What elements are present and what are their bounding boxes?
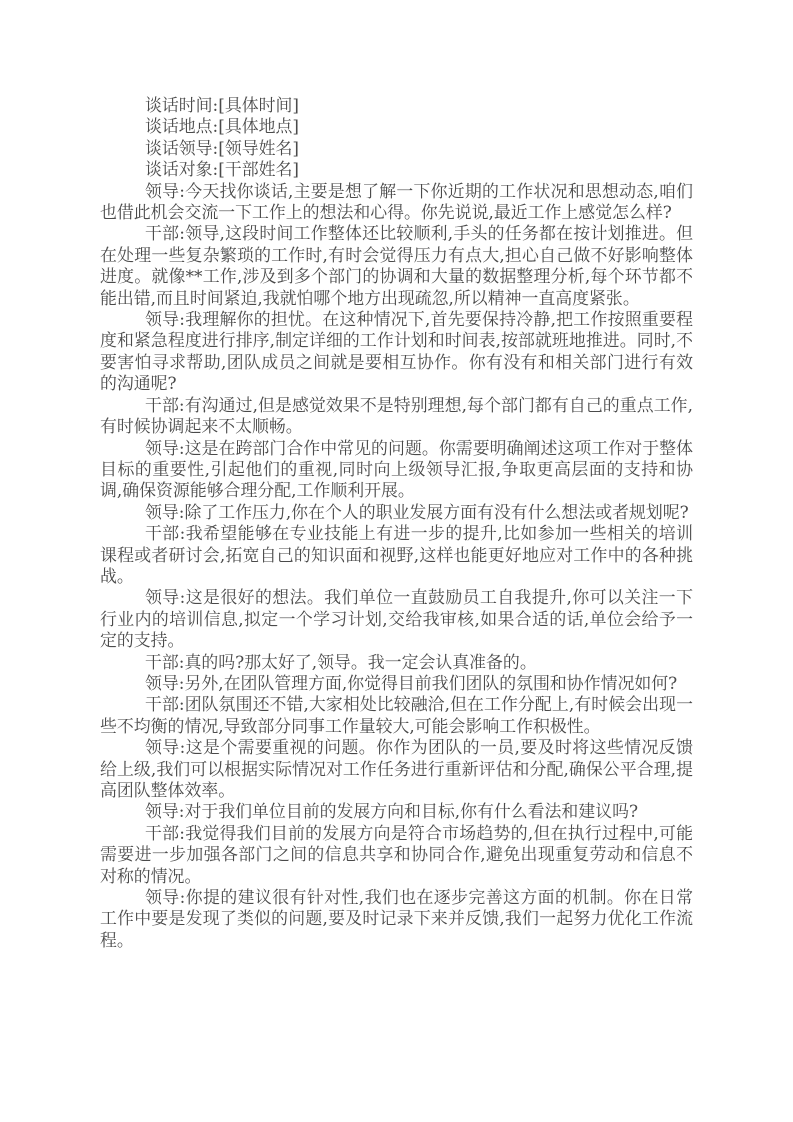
document-body bbox=[100, 95, 693, 951]
paragraph: 领导:这是在跨部门合作中常见的问题。你需要明确阐述这项工作对于整体目标的重要性,引起他们的重视,同时向上级领导汇报,争取更高层面的支持和协调,确保资源能够合理分配,工作顺利开展。 bbox=[100, 437, 693, 501]
paragraph: 谈话领导:[领导姓名] bbox=[145, 137, 299, 158]
paragraph: 领导:这是个需要重视的问题。你作为团队的一员,要及时将这些情况反馈给上级,我们可以根据实际情况对工作任务进行重新评估和分配,确保公平合理,提高团队整体效率。 bbox=[100, 737, 693, 800]
paragraph: 干部:我觉得我们目前的发展方向是符合市场趋势的,但在执行过程中,可能需要进一步加强各部门之间的信息共享和协同合作,避免出现重复劳动和信息不对称的情况。 bbox=[100, 822, 693, 886]
paragraph: 领导:你提的建议很有针对性,我们也在逐步完善这方面的机制。你在日常工作中要是发现了类似的问题,要及时记录下来并反馈,我们一起努力优化工作流程。 bbox=[100, 887, 693, 950]
paragraph: 干部:领导,这段时间工作整体还比较顺利,手头的任务都在按计划推进。但在处理一些复杂繁琐的工作时,有时会觉得压力有点大,担心自己做不好影响整体进度。就像**工作,涉及到多个部门的协调和大量的数据整理分析,每个环节都不能出错,而且时间紧迫,我就怕哪个地方出现疏忽,所以精神一直高度紧张。 bbox=[100, 223, 693, 308]
paragraph: 谈话对象:[干部姓名] bbox=[145, 159, 299, 180]
paragraph: 谈话地点:[具体地点] bbox=[145, 116, 299, 137]
paragraph: 领导:除了工作压力,你在个人的职业发展方面有没有什么想法或者规划呢? bbox=[145, 501, 689, 522]
paragraph: 领导:另外,在团队管理方面,你觉得目前我们团队的氛围和协作情况如何? bbox=[145, 672, 678, 693]
paragraph: 领导:我理解你的担忧。在这种情况下,首先要保持冷静,把工作按照重要程度和紧急程度进行排序,制定详细的工作计划和时间表,按部就班地推进。同时,不要害怕寻求帮助,团队成员之间就是要相互协作。你有没有和相关部门进行有效的沟通呢? bbox=[100, 309, 693, 394]
paragraph: 干部:有沟通过,但是感觉效果不是特别理想,每个部门都有自己的重点工作,有时候协调起来不太顺畅。 bbox=[100, 394, 693, 437]
paragraph: 领导:今天找你谈话,主要是想了解一下你近期的工作状况和思想动态,咱们也借此机会交流一下工作上的想法和心得。你先说说,最近工作上感觉怎么样? bbox=[100, 180, 693, 223]
paragraph: 领导:对于我们单位目前的发展方向和目标,你有什么看法和建议吗? bbox=[145, 801, 639, 822]
paragraph: 干部:团队氛围还不错,大家相处比较融洽,但在工作分配上,有时候会出现一些不均衡的情况,导致部分同事工作量较大,可能会影响工作积极性。 bbox=[100, 694, 693, 736]
paragraph: 干部:真的吗?那太好了,领导。我一定会认真准备的。 bbox=[145, 651, 537, 672]
paragraph: 谈话时间:[具体时间] bbox=[145, 95, 299, 115]
paragraph: 领导:这是很好的想法。我们单位一直鼓励员工自我提升,你可以关注一下行业内的培训信息,拟定一个学习计划,交给我审核,如果合适的话,单位会给予一定的支持。 bbox=[100, 587, 693, 651]
paragraph: 干部:我希望能够在专业技能上有进一步的提升,比如参加一些相关的培训课程或者研讨会,拓宽自己的知识面和视野,这样也能更好地应对工作中的各种挑战。 bbox=[100, 523, 693, 586]
